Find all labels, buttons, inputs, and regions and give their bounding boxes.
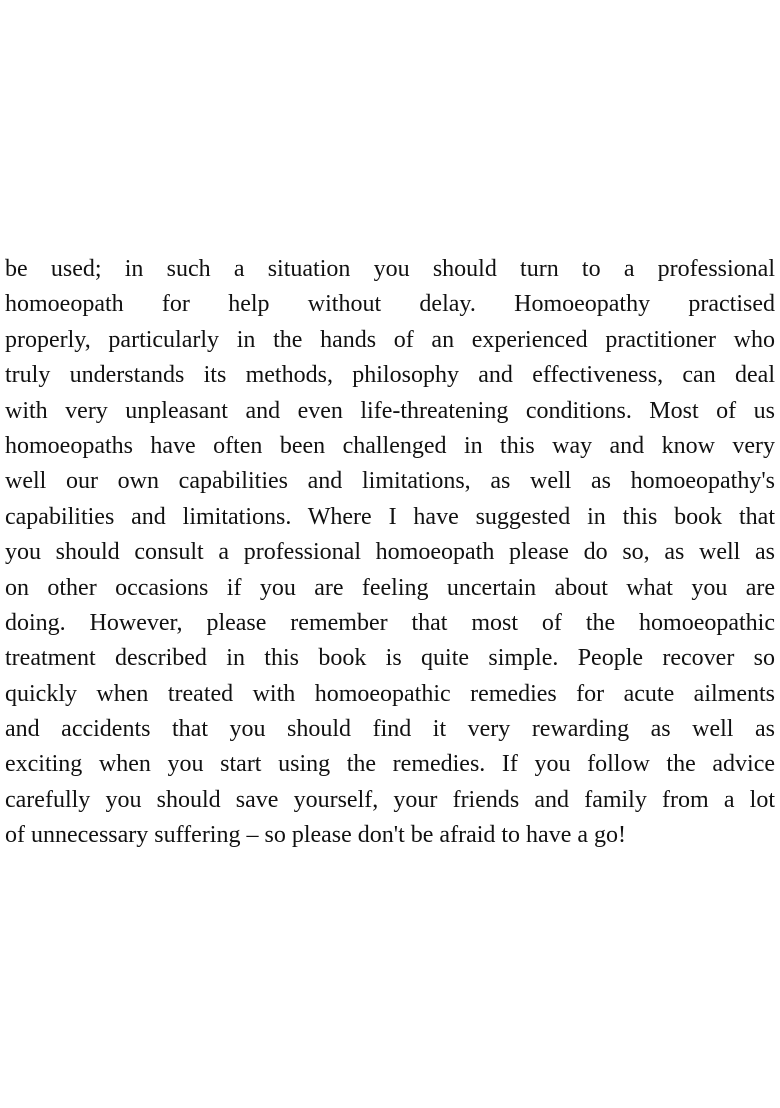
text-line: carefully you should save yourself, your friends and family from a lot xyxy=(5,786,775,813)
text-line: you should consult a professional homoeopath please do so, as well as xyxy=(5,539,775,566)
text-line: be used; in such a situation you should turn to a professional xyxy=(5,256,775,282)
text-line: homoeopaths have often been challenged in this way and know very xyxy=(5,432,775,459)
text-line: of unnecessary suffering – so please don't be afraid to have a go! xyxy=(5,822,626,849)
text-line: truly understands its methods, philosophy and effectiveness, can deal xyxy=(5,362,775,389)
text-line: exciting when you start using the remedies. If you follow the advice xyxy=(5,751,775,778)
text-line: quickly when treated with homoeopathic remedies for acute ailments xyxy=(5,680,775,707)
text-line: treatment described in this book is quite simple. People recover so xyxy=(5,645,775,672)
text-line: homoeopath for help without delay. Homoeopathy practised xyxy=(5,291,775,318)
text-line: on other occasions if you are feeling uncertain about what you are xyxy=(5,574,775,601)
body-paragraph xyxy=(5,252,775,854)
text-line: properly, particularly in the hands of an experienced practitioner who xyxy=(5,326,775,353)
text-line: doing. However, please remember that most of the homoeopathic xyxy=(5,609,775,636)
text-line: with very unpleasant and even life-threatening conditions. Most of us xyxy=(5,397,775,424)
text-line: well our own capabilities and limitations, as well as homoeopathy's xyxy=(5,468,775,495)
text-line: and accidents that you should find it very rewarding as well as xyxy=(5,716,775,743)
text-line: capabilities and limitations. Where I have suggested in this book that xyxy=(5,503,775,530)
